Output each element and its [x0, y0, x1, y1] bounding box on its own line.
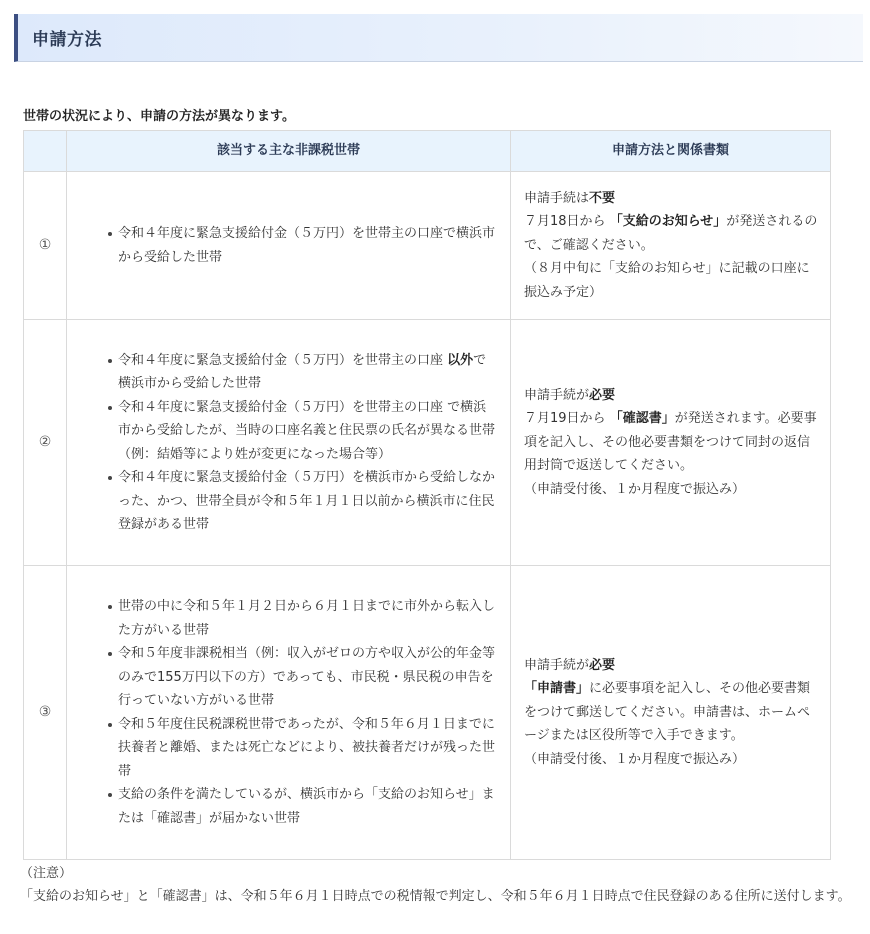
- lead-text: 世帯の状況により、申請の方法が異なります。: [23, 109, 295, 124]
- payment-note: （申請受付後、１か月程度で振込み）: [524, 751, 746, 767]
- list-item: 支給の条件を満たしているが、横浜市から「支給のお知らせ」または「確認書」が届かない世帯: [118, 783, 509, 830]
- procedure-status: 申請手続が必要: [524, 387, 616, 403]
- households-list: [68, 222, 509, 269]
- table-row: [24, 566, 831, 860]
- households-list: [68, 595, 509, 830]
- procedure-status: 申請手続が必要: [524, 657, 616, 673]
- header-households: 該当する主な非課税世帯: [67, 131, 511, 172]
- header-number: [24, 131, 67, 172]
- status-emphasis: 必要: [589, 387, 616, 403]
- row-number: ③: [24, 566, 67, 860]
- method-cell: [511, 320, 831, 566]
- payment-note: （８月中旬に「支給のお知らせ」に記載の口座に振込み予定）: [524, 261, 810, 300]
- document-name: 「確認書」: [609, 411, 675, 427]
- note-section: [20, 862, 865, 908]
- row-number: ①: [24, 172, 67, 320]
- application-methods-table: [23, 130, 831, 860]
- households-cell: [67, 172, 511, 320]
- table-row: [24, 172, 831, 320]
- method-cell: [511, 172, 831, 320]
- list-item: 令和５年度住民税課税世帯であったが、令和５年６月１日までに扶養者と離婚、または死亡などにより、被扶養者だけが残った世帯: [118, 713, 509, 784]
- status-emphasis: 必要: [589, 657, 616, 673]
- households-list: [68, 349, 509, 537]
- list-item: 令和４年度に緊急支援給付金（５万円）を世帯主の口座 で横浜市から受給したが、当時の口座名義と住民票の氏名が異なる世帯（例：結婚等により姓が変更になった場合等）: [118, 396, 509, 467]
- table-row: [24, 320, 831, 566]
- method-description: ７月18日から 「支給のお知らせ」が発送されるので、ご確認ください。: [524, 214, 818, 253]
- list-item: 令和５年度非課税相当（例：収入がゼロの方や収入が公的年金等のみで155万円以下の方）であっても、市民税・県民税の申告を行っていない方がいる世帯: [118, 642, 509, 713]
- households-cell: [67, 320, 511, 566]
- households-cell: [67, 566, 511, 860]
- table-header-row: [24, 131, 831, 172]
- list-item: 令和４年度に緊急支援給付金（５万円）を世帯主の口座で横浜市から受給した世帯: [118, 222, 509, 269]
- method-cell: [511, 566, 831, 860]
- note-text: 「支給のお知らせ」と「確認書」は、令和５年６月１日時点での税情報で判定し、令和５年６月１日時点で住民登録のある住所に送付します。: [20, 889, 851, 904]
- document-name: 「支給のお知らせ」: [609, 214, 727, 230]
- method-description: 「申請書」に必要事項を記入し、その他必要書類をつけて郵送してください。申請書は、ホームページまたは区役所等で入手できます。: [524, 681, 811, 744]
- procedure-status: 申請手続は不要: [524, 190, 616, 206]
- list-item: 世帯の中に令和５年１月２日から６月１日までに市外から転入した方がいる世帯: [118, 595, 509, 642]
- payment-note: （申請受付後、１か月程度で振込み）: [524, 481, 746, 497]
- row-number: ②: [24, 320, 67, 566]
- note-label: （注意）: [20, 866, 73, 881]
- header-method: 申請方法と関係書類: [511, 131, 831, 172]
- list-item: 令和４年度に緊急支援給付金（５万円）を世帯主の口座 以外で横浜市から受給した世帯: [118, 349, 509, 396]
- list-item: 令和４年度に緊急支援給付金（５万円）を横浜市から受給しなかった、かつ、世帯全員が令和５年１月１日以前から横浜市に住民登録がある世帯: [118, 466, 509, 537]
- section-heading: [14, 14, 863, 62]
- document-name: 「申請書」: [524, 681, 590, 697]
- status-emphasis: 不要: [589, 190, 616, 206]
- emphasis-other-than: 以外: [447, 352, 474, 368]
- method-description: ７月19日から 「確認書」が発送されます。必要事項を記入し、その他必要書類をつけて同封の返信用封筒で返送してください。: [524, 411, 817, 474]
- section-title: 申請方法: [32, 30, 102, 50]
